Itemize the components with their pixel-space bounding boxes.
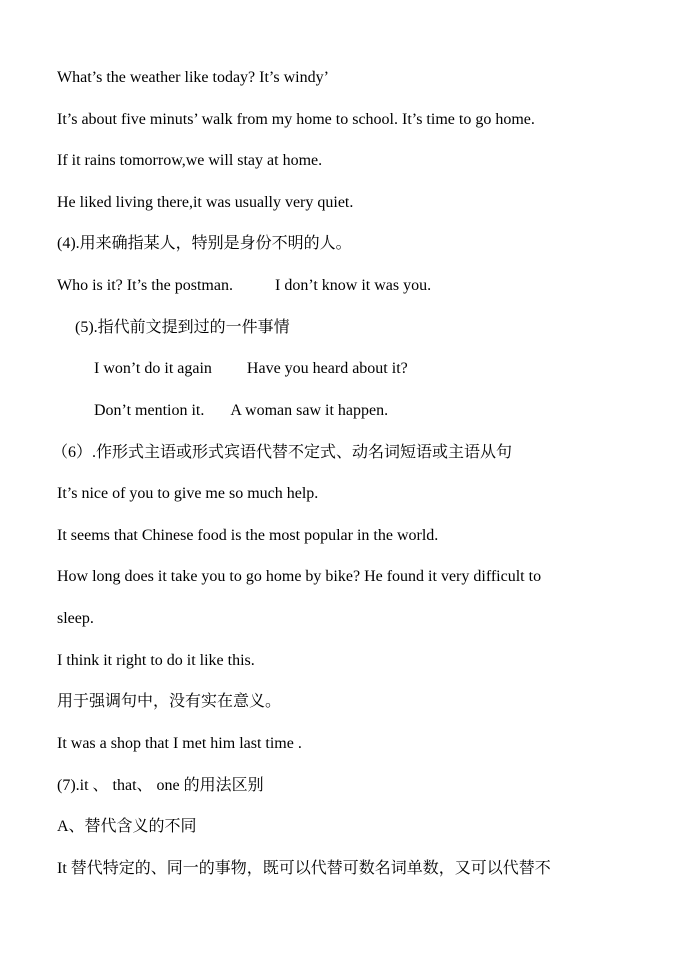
example-text: I don’t know it was you. (274, 277, 432, 294)
text-line: It’s nice of you to give me so much help. (57, 485, 319, 502)
example-text: A woman saw it happen. (230, 402, 389, 419)
text-line: How long does it take you to go home by bike? He found it very difficult to (57, 568, 542, 585)
section-heading: A、替代含义的不同 (57, 818, 197, 835)
text-line: What’s the weather like today? It’s windy’ (57, 69, 329, 86)
example-text: Who is it? It’s the postman. (57, 277, 233, 294)
text-line: It 替代特定的、同一的事物，既可以代替可数名词单数，又可以代替不 (57, 860, 551, 877)
section-heading: (4).用来确指某人，特别是身份不明的人。 (57, 235, 352, 252)
text-line: It was a shop that I met him last time . (57, 735, 302, 752)
example-text: Have you heard about it? (246, 360, 408, 377)
section-heading: (5).指代前文提到过的一件事情 (75, 319, 290, 336)
example-line (94, 401, 388, 421)
text-line: He liked living there,it was usually very quiet. (57, 194, 354, 211)
example-text: Don’t mention it. (94, 402, 205, 419)
example-text: I won’t do it again (94, 360, 212, 377)
text-line: sleep. (57, 610, 94, 627)
text-line: I think it right to do it like this. (57, 652, 255, 669)
example-line (57, 276, 431, 296)
text-line: If it rains tomorrow,we will stay at home. (57, 152, 323, 169)
text-line: It’s about five minuts’ walk from my home to school. It’s time to go home. (57, 111, 535, 128)
text-line: It seems that Chinese food is the most popular in the world. (57, 527, 439, 544)
section-heading: （6）.作形式主语或形式宾语代替不定式、动名词短语或主语从句 (52, 444, 513, 461)
example-line (94, 359, 408, 379)
section-heading: (7).it 、 that、 one 的用法区别 (57, 777, 264, 794)
section-heading: 用于强调句中，没有实在意义。 (57, 693, 282, 710)
